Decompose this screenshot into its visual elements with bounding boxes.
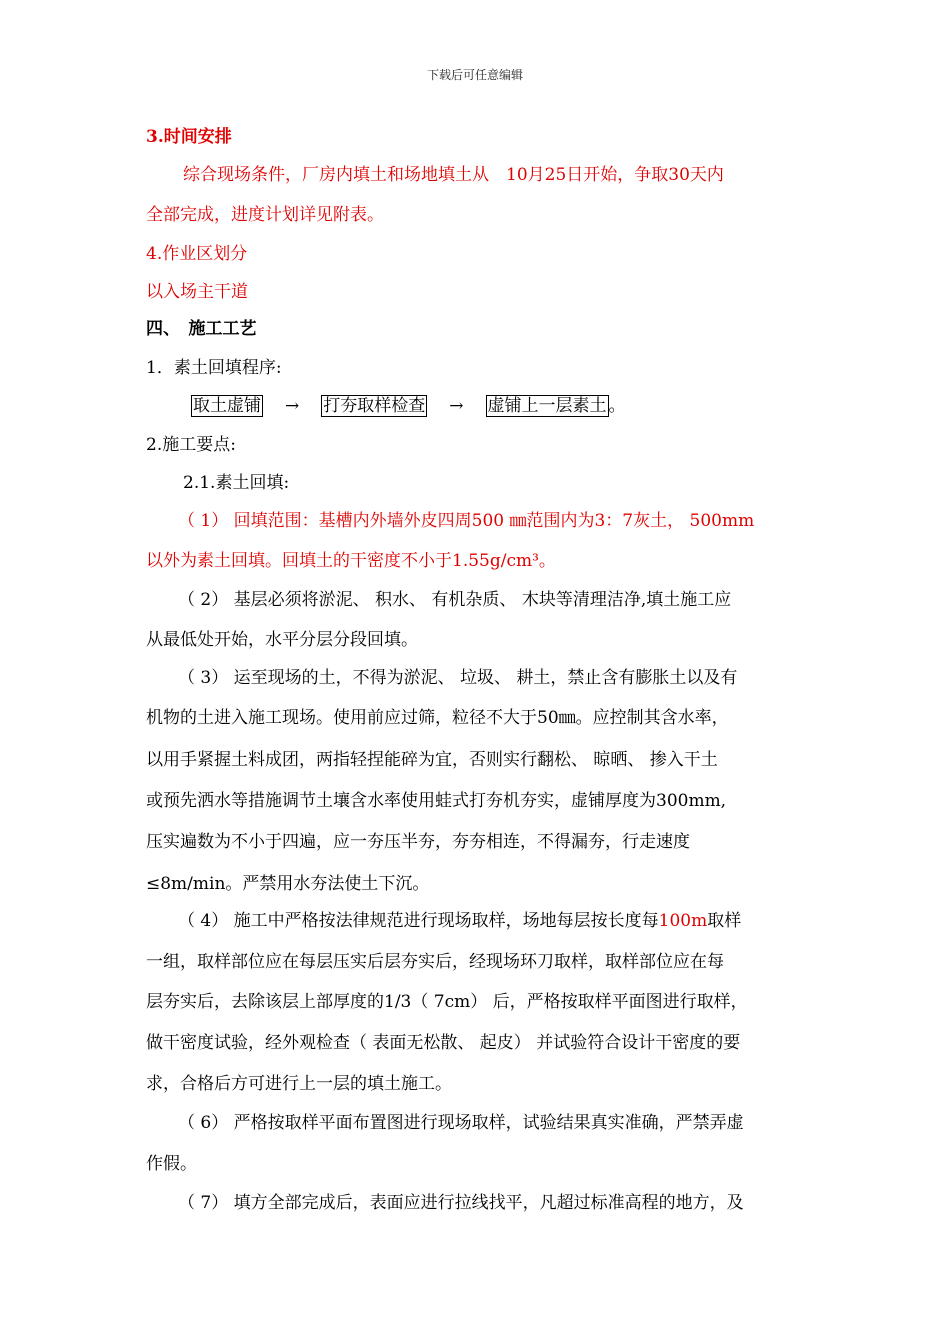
- paragraph-line: 从最低处开始，水平分层分段回填。: [146, 630, 418, 650]
- paragraph-line: （ 7） 填方全部完成后，表面应进行拉线找平，凡超过标准高程的地方，及: [178, 1193, 744, 1213]
- paragraph-line: 一组，取样部位应在每层压实后层夯实后，经现场环刀取样，取样部位应在每: [146, 952, 724, 972]
- subheading-backfill-procedure: 1．素土回填程序:: [146, 358, 282, 378]
- text-segment-highlight: 100m: [658, 911, 708, 931]
- paragraph-line: （ 3） 运至现场的土，不得为淤泥、 垃圾、 耕土，禁止含有膨胀土以及有: [178, 668, 738, 688]
- subheading-key-points: 2.施工要点:: [146, 435, 236, 455]
- paragraph-line: 压实遍数为不小于四遍，应一夯压半夯，夯夯相连，不得漏夯，行走速度: [146, 832, 690, 852]
- paragraph-line: 以用手紧握土料成团，两指轻捏能碎为宜，否则实行翻松、 晾晒、 掺入干土: [146, 750, 718, 770]
- paragraph-line: 层夯实后，去除该层上部厚度的1/3（ 7cm） 后，严格按取样平面图进行取样，: [146, 992, 748, 1012]
- paragraph-line: 全部完成，进度计划详见附表。: [146, 205, 384, 225]
- flow-arrow-icon: →: [285, 396, 300, 416]
- paragraph-line: 作假。: [146, 1154, 197, 1174]
- flow-diagram: [191, 395, 626, 417]
- text-segment: （ 4） 施工中严格按法律规范进行现场取样，场地每层按长度每: [178, 911, 659, 931]
- section-heading-construction-process: 四、 施工工艺: [146, 319, 257, 339]
- paragraph-line: 或预先洒水等措施调节土壤含水率使用蛙式打夯机夯实，虚铺厚度为300mm,: [146, 791, 727, 811]
- text-segment: 取样: [707, 911, 742, 931]
- flow-step-3: 虚铺上一层素土: [487, 396, 607, 416]
- paragraph-line: （ 1） 回填范围：基槽内外墙外皮四周500 ㎜范围内为3：7灰土， 500mm: [178, 511, 755, 531]
- paragraph-line: 综合现场条件，厂房内填土和场地填土从 10月25日开始，争取30天内: [183, 165, 724, 185]
- paragraph-line: （ 6） 严格按取样平面布置图进行现场取样，试验结果真实准确，严禁弄虚: [178, 1113, 744, 1133]
- paragraph-line: [178, 910, 741, 932]
- flow-arrow-icon: →: [449, 396, 464, 416]
- flow-step-2: 打夯取样检查: [323, 396, 426, 416]
- paragraph-line: 机物的土进入施工现场。使用前应过筛，粒径不大于50㎜。应控制其含水率，: [146, 708, 729, 728]
- paragraph-line: 以外为素土回填。回填土的干密度不小于1.55g/cm³。: [146, 551, 556, 571]
- flow-step-1: 取土虚铺: [193, 396, 261, 416]
- paragraph-line: ≤8m/min。严禁用水夯法使土下沉。: [146, 874, 430, 894]
- paragraph-line: 求，合格后方可进行上一层的填土施工。: [146, 1074, 452, 1094]
- page-header: 下载后可任意编辑: [426, 68, 523, 82]
- section-heading-time-schedule: 3.时间安排: [146, 127, 232, 147]
- paragraph-line: 做干密度试验，经外观检查（ 表面无松散、 起皮） 并试验符合设计干密度的要: [146, 1033, 741, 1053]
- paragraph-line: 以入场主干道: [146, 282, 248, 302]
- section-heading-work-zone: 4.作业区划分: [146, 244, 248, 264]
- subheading-soil-backfill: 2.1.素土回填:: [183, 473, 290, 493]
- flow-end-mark: 。: [608, 396, 626, 416]
- paragraph-line: （ 2） 基层必须将淤泥、 积水、 有机杂质、 木块等清理洁净,填土施工应: [178, 590, 732, 610]
